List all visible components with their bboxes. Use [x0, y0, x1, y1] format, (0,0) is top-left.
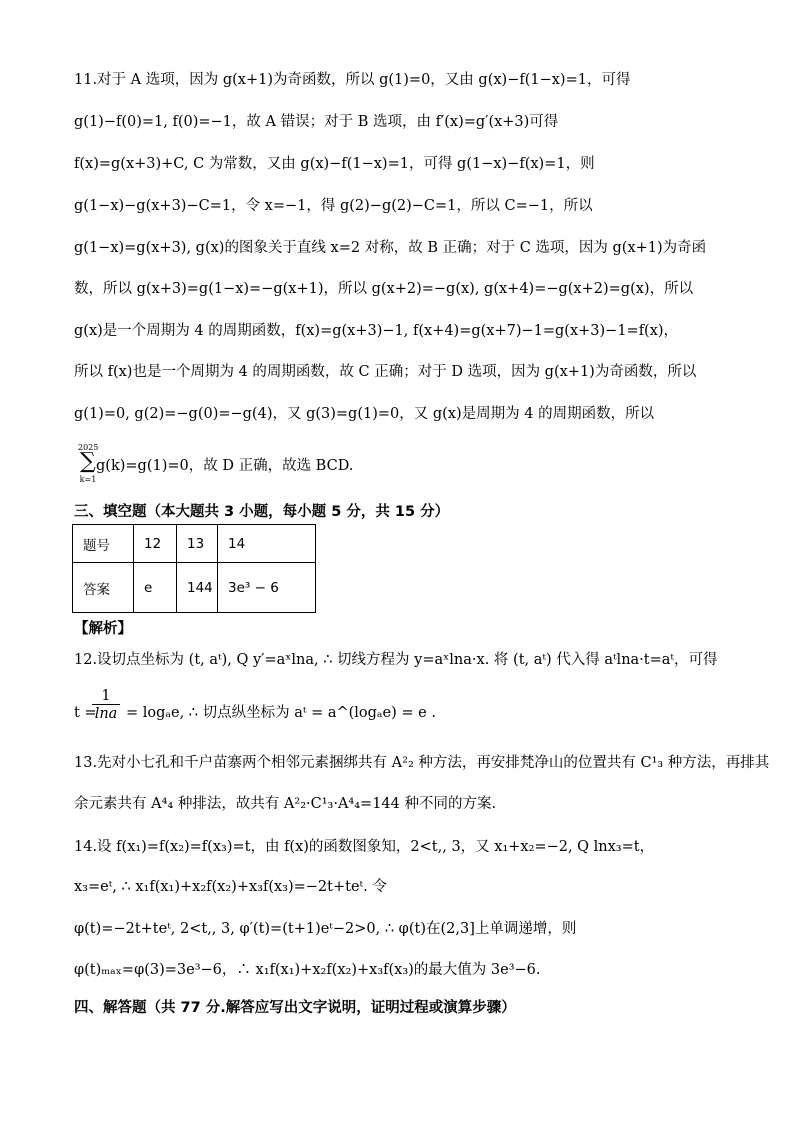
- analysis-label: 【解析】: [74, 621, 132, 637]
- table-cell: 144: [177, 563, 218, 613]
- table-cell: 3e³ − 6: [218, 563, 316, 613]
- problem14-line2: x₃=eᵗ, ∴ x₁f(x₁)+x₂f(x₂)+x₃f(x₃)=−2t+teᵗ. 令: [74, 879, 387, 895]
- problem11-line5: g(1−x)=g(x+3), g(x)的图象关于直线 x=2 对称，故 B 正确；对于 C 选项，因为 g(x+1)为奇函: [74, 240, 707, 256]
- table-cell: 13: [177, 525, 218, 563]
- fraction: [92, 688, 120, 723]
- problem11-line10: g(k)=g(1)=0，故 D 正确，故选 BCD.: [96, 458, 354, 474]
- problem11-line4: g(1−x)−g(x+3)−C=1，令 x=−1，得 g(2)−g(2)−C=1，所以 C=−1，所以: [74, 198, 593, 214]
- problem12-t-equals: t =: [74, 705, 97, 721]
- table-cell: 14: [218, 525, 316, 563]
- fraction-numerator: 1: [92, 688, 120, 705]
- table-cell: 题号: [73, 525, 134, 563]
- section3-heading: 三、填空题（本大题共 3 小题，每小题 5 分，共 15 分）: [74, 504, 450, 520]
- sum-upper-limit: 2025: [78, 443, 99, 452]
- problem14-line4: φ(t)ₘₐₓ=φ(3)=3e³−6，∴ x₁f(x₁)+x₂f(x₂)+x₃f(x₃)的最大值为 3e³−6.: [74, 962, 541, 978]
- answer-table-header-row: [73, 525, 316, 563]
- problem11-line3: f(x)=g(x+3)+C, C 为常数，又由 g(x)−f(1−x)=1，可得 g(1−x)−f(x)=1，则: [74, 156, 595, 172]
- problem14-line1: 14.设 f(x₁)=f(x₂)=f(x₃)=t，由 f(x)的函数图象知，2<t,, 3，又 x₁+x₂=−2, Q lnx₃=t，: [74, 839, 655, 855]
- problem11-line1: 11.对于 A 选项，因为 g(x+1)为奇函数，所以 g(1)=0，又由 g(x)−f(1−x)=1，可得: [74, 72, 631, 88]
- problem12-line2: = logₐe, ∴ 切点纵坐标为 aᵗ = a^(logₐe) = e .: [126, 705, 436, 721]
- problem11-line6: 数，所以 g(x+3)=g(1−x)=−g(x+1)，所以 g(x+2)=−g(x), g(x+4)=−g(x+2)=g(x)，所以: [74, 281, 694, 297]
- fraction-denominator: lna: [94, 706, 118, 722]
- problem13-line1: 13.先对小七孔和千户苗寨两个相邻元素捆绑共有 A²₂ 种方法，再安排梵净山的位置共有 C¹₃ 种方法，再排其: [74, 755, 770, 771]
- answer-table: [72, 524, 316, 613]
- problem12-line1: 12.设切点坐标为 (t, aᵗ), Q y′=aˣlna, ∴ 切线方程为 y=aˣlna·x. 将 (t, aᵗ) 代入得 aᵗlna·t=aᵗ，可得: [74, 652, 718, 668]
- table-cell: 12: [134, 525, 177, 563]
- sum-lower-limit: k=1: [79, 475, 97, 484]
- problem11-line7: g(x)是一个周期为 4 的周期函数，f(x)=g(x+3)−1, f(x+4)=g(x+7)−1=g(x+3)−1=f(x)，: [74, 323, 679, 339]
- problem11-line8: 所以 f(x)也是一个周期为 4 的周期函数，故 C 正确；对于 D 选项，因为 g(x+1)为奇函数，所以: [74, 364, 697, 380]
- table-cell: 答案: [73, 563, 134, 613]
- problem11-line9: g(1)=0, g(2)=−g(0)=−g(4)，又 g(3)=g(1)=0，又 g(x)是周期为 4 的周期函数，所以: [74, 406, 655, 422]
- problem13-line2: 余元素共有 A⁴₄ 种排法，故共有 A²₂·C¹₃·A⁴₄=144 种不同的方案.: [74, 796, 497, 812]
- answer-table-answer-row: [73, 563, 316, 613]
- table-cell: e: [134, 563, 177, 613]
- problem14-line3: φ(t)=−2t+teᵗ, 2<t,, 3, φ′(t)=(t+1)eᵗ−2>0, ∴ φ(t)在(2,3]上单调递增，则: [74, 921, 577, 937]
- problem11-line2: g(1)−f(0)=1, f(0)=−1，故 A 错误；对于 B 选项，由 f′(x)=g′(x+3)可得: [74, 114, 559, 130]
- sigma-glyph: ∑: [80, 449, 96, 474]
- section4-heading: 四、解答题（共 77 分.解答应写出文字说明，证明过程或演算步骤）: [74, 1000, 516, 1016]
